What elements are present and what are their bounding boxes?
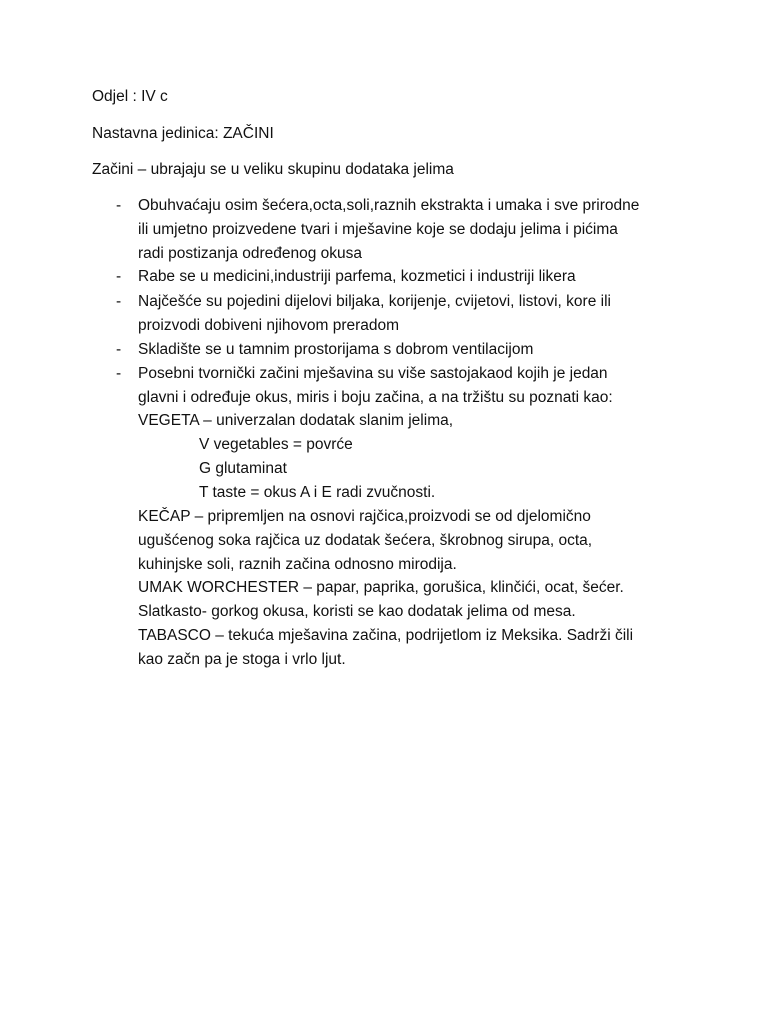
vegeta-sub-line: V vegetables = povrće — [199, 436, 353, 453]
list-item-line: proizvodi dobiveni njihovom preradom — [138, 317, 400, 334]
list-item-line: VEGETA – univerzalan dodatak slanim jelima, — [138, 412, 454, 429]
class-line: Odjel : IV c — [92, 88, 168, 105]
continuation-line: KEČAP – pripremljen na osnovi rajčica,proizvodi se od djelomično — [138, 508, 591, 525]
list-item-line: Najčešće su pojedini dijelovi biljaka, korijenje, cvijetovi, listovi, kore ili — [138, 293, 611, 310]
list-item-line: Obuhvaćaju osim šećera,octa,soli,raznih ekstrakta i umaka i sve prirodne — [138, 197, 640, 214]
vegeta-sub-line: G glutaminat — [199, 460, 287, 477]
continuation-line: UMAK WORCHESTER – papar, paprika, gorušica, klinčići, ocat, šećer. — [138, 579, 624, 596]
bullet-dash: - — [116, 268, 122, 285]
continuation-line: TABASCO – tekuća mješavina začina, podrijetlom iz Meksika. Sadrži čili — [138, 627, 634, 644]
continuation-line: ugušćenog soka rajčica uz dodatak šećera, škrobnog sirupa, octa, — [138, 532, 593, 549]
bullet-dash: - — [116, 197, 122, 214]
vegeta-sub-line: T taste = okus A i E radi zvučnosti. — [199, 484, 436, 501]
list-item-line: Posebni tvornički začini mješavina su više sastojakaod kojih je jedan — [138, 365, 608, 382]
bullet-dash: - — [116, 341, 122, 358]
continuation-line: kao začn pa je stoga i vrlo ljut. — [138, 651, 346, 668]
list-item-line: radi postizanja određenog okusa — [138, 245, 363, 262]
bullet-dash: - — [116, 293, 122, 310]
list-item-line: Skladište se u tamnim prostorijama s dobrom ventilacijom — [138, 341, 534, 358]
intro-line: Začini – ubrajaju se u veliku skupinu dodataka jelima — [92, 161, 454, 178]
unit-title: Nastavna jedinica: ZAČINI — [92, 125, 274, 142]
list-item-line: Rabe se u medicini,industriji parfema, kozmetici i industriji likera — [138, 268, 576, 285]
continuation-line: Slatkasto- gorkog okusa, koristi se kao dodatak jelima od mesa. — [138, 603, 576, 620]
continuation-line: kuhinjske soli, raznih začina odnosno mirodija. — [138, 556, 457, 573]
bullet-dash: - — [116, 365, 122, 382]
list-item-line: glavni i određuje okus, miris i boju začina, a na tržištu su poznati kao: — [138, 389, 613, 406]
list-item-line: ili umjetno proizvedene tvari i mješavine koje se dodaju jelima i pićima — [138, 221, 618, 238]
